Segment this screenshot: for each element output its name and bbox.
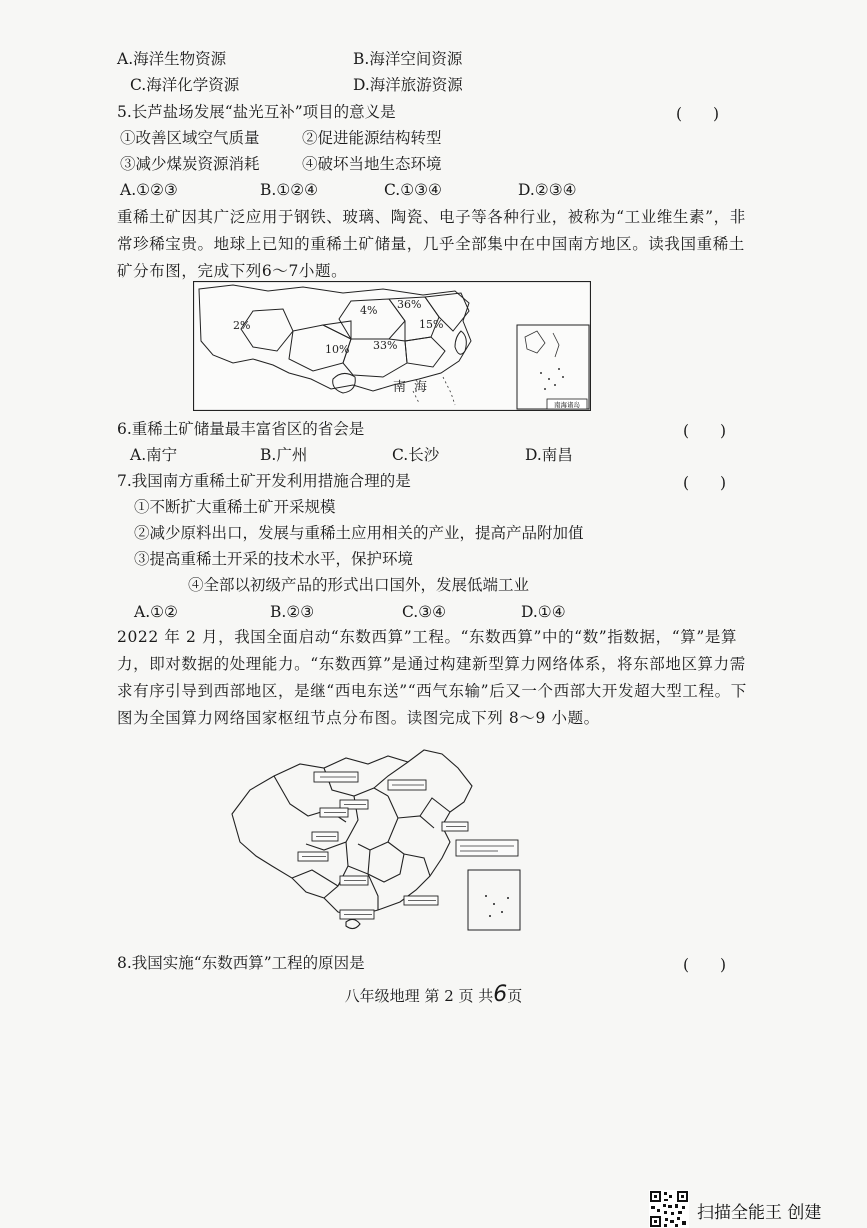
q6-option-a: A.南宁 — [130, 446, 178, 464]
footer-text-pre: 八年级地理 第 2 页 共 — [344, 987, 494, 1005]
footer-total-pages: 6 — [493, 982, 508, 1007]
q7-answer-paren: ( ) — [683, 474, 727, 492]
q5-option-b: B.①②④ — [260, 181, 319, 199]
page-footer — [0, 982, 867, 1007]
q5-item-3: ③减少煤炭资源消耗 — [120, 155, 260, 173]
map1-label-south-sea-islands: 南海诸岛 — [554, 401, 580, 409]
q7-item-3: ③提高重稀土开采的技术水平，保护环境 — [134, 550, 414, 568]
q4-option-a: A.海洋生物资源 — [117, 50, 227, 68]
map1-label-15pct: 15% — [419, 318, 444, 331]
q4-option-d: D.海洋旅游资源 — [353, 76, 463, 94]
q8-stem: 8.我国实施“东数西算”工程的原因是 — [117, 954, 365, 972]
map1-label-33pct: 33% — [373, 339, 398, 352]
map1-label-36pct: 36% — [397, 298, 422, 311]
q7-item-1: ①不断扩大重稀土矿开采规模 — [134, 498, 336, 516]
q5-option-c: C.①③④ — [384, 181, 442, 199]
q8-answer-paren: ( ) — [683, 956, 727, 974]
passage-rare-earth: 重稀土矿因其广泛应用于钢铁、玻璃、陶瓷、电子等各种行业，被称为“工业维生素”，非常珍稀宝贵。地球上已知的重稀土矿储量，几乎全部集中在中国南方地区。读我国重稀土矿分布图，完成下列6～7小题。 — [117, 208, 746, 280]
q7-option-b: B.②③ — [270, 603, 315, 621]
q5-item-1: ①改善区域空气质量 — [120, 129, 260, 147]
scanner-watermark: 扫描全能王 创建 — [697, 1203, 822, 1223]
rare-earth-distribution-map — [193, 281, 591, 411]
q6-answer-paren: ( ) — [683, 422, 727, 440]
q7-item-4: ④全部以初级产品的形式出口国外，发展低端工业 — [188, 576, 530, 594]
map1-label-south-sea: 南海 — [393, 380, 436, 395]
q7-item-2: ②减少原料出口，发展与重稀土应用相关的产业，提高产品附加值 — [134, 524, 584, 542]
q6-option-d: D.南昌 — [525, 446, 573, 464]
q6-stem: 6.重稀土矿储量最丰富省区的省会是 — [117, 420, 365, 438]
q7-stem: 7.我国南方重稀土矿开发利用措施合理的是 — [117, 472, 411, 490]
q7-option-c: C.③④ — [402, 603, 447, 621]
computing-hub-node-map — [228, 746, 536, 934]
q5-option-a: A.①②③ — [120, 181, 178, 199]
passage-east-data-west-compute: 2022 年 2 月，我国全面启动“东数西算”工程。“东数西算”中的“数”指数据，“算”是算力，即对数据的处理能力。“东数西算”是通过构建新型算力网络体系，将东部地区算力需求有序引导到西部地区，是继“西电东送”“西气东输”后又一个西部大开发超大型工程。下图为全国算力网络国家枢纽节点分布图。读图完成下列 8～9 小题。 — [117, 628, 747, 727]
q4-option-b: B.海洋空间资源 — [353, 50, 463, 68]
q7-option-a: A.①② — [134, 603, 178, 621]
q5-stem: 5.长芦盐场发展“盐光互补”项目的意义是 — [117, 103, 396, 121]
q5-item-4: ④破坏当地生态环境 — [302, 155, 442, 173]
q7-option-d: D.①④ — [521, 603, 566, 621]
map1-label-4pct: 4% — [360, 304, 378, 317]
q6-option-b: B.广州 — [260, 446, 308, 464]
q5-answer-paren: ( ) — [676, 105, 720, 123]
footer-text-post: 页 — [507, 987, 523, 1005]
qr-code-icon — [649, 1190, 689, 1228]
q5-item-2: ②促进能源结构转型 — [302, 129, 442, 147]
map1-label-2pct: 2% — [233, 319, 251, 332]
q5-option-d: D.②③④ — [518, 181, 577, 199]
q4-option-c: C.海洋化学资源 — [130, 76, 240, 94]
q6-option-c: C.长沙 — [392, 446, 440, 464]
map1-label-10pct: 10% — [325, 343, 350, 356]
